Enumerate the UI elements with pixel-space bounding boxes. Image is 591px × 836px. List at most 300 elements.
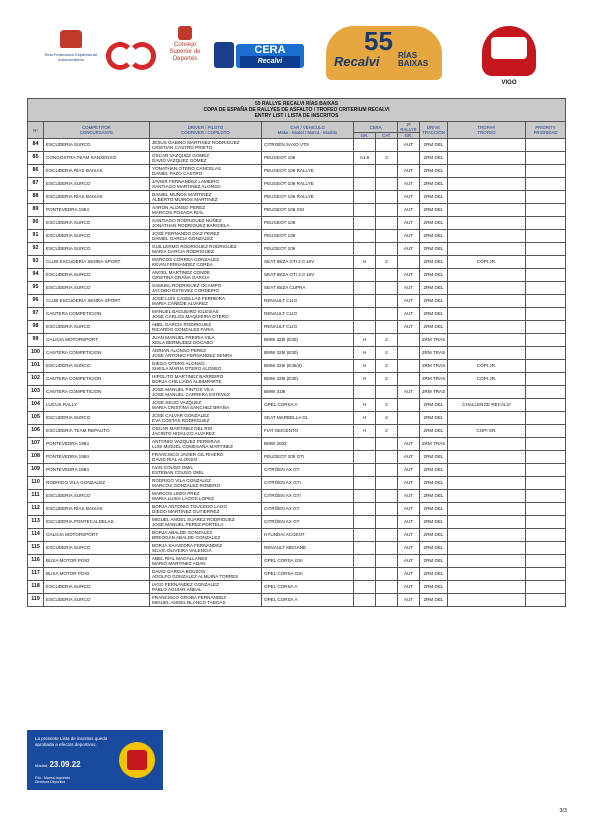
entry-trophy: CHALLENGE RECALVI [448, 399, 526, 412]
codriver-name: PABLO AGUIAR AÑEAL [152, 587, 202, 592]
entry-trophy: COPI JR. [448, 373, 526, 386]
col-cera-category: CAT. [376, 133, 398, 139]
table-row [28, 165, 566, 178]
entry-rally2-group: AUT [398, 269, 420, 282]
driver-name: FRANCISCO JAVIER GIL RIVERO [152, 451, 224, 457]
driver-name: JOSE MANUEL PINTOS VILA [152, 386, 214, 392]
codriver-name: BREOGAN ABALDE GONZALEZ [152, 535, 221, 540]
shield-icon [214, 42, 234, 68]
entry-cera-group: H [354, 360, 376, 373]
table-row [28, 269, 566, 282]
entry-drive: 2RM DEL [420, 269, 448, 282]
entry-number: 105 [28, 412, 44, 425]
entry-cera-category [376, 594, 398, 607]
table-row [28, 529, 566, 542]
page-number: 3/3 [559, 808, 567, 814]
entry-number: 111 [28, 490, 44, 503]
entry-number: 86 [28, 165, 44, 178]
consejo-logo-text: Consejo Superior de Deportes [169, 42, 201, 62]
entry-drive: 2RM DEL [420, 256, 448, 269]
entry-priority [526, 152, 566, 165]
entry-number: 108 [28, 451, 44, 464]
driver-name: RODRIGO VILA GONZALEZ [152, 477, 211, 483]
entry-car: PEUGEOT 106 XSI [262, 204, 354, 217]
table-row [28, 321, 566, 334]
codriver-name: SANTIAGO MARTINEZ ALONSO [152, 184, 221, 189]
driver-name: OSCAR MARTINEZ DEL RIO [152, 425, 213, 431]
entry-trophy [448, 334, 526, 347]
entry-cera-category [376, 516, 398, 529]
entry-drive: 2RM DEL [420, 308, 448, 321]
entry-rally2-group: AUT [398, 282, 420, 295]
entry-trophy [448, 594, 526, 607]
table-row [28, 542, 566, 555]
entry-rally2-group: AUT [398, 321, 420, 334]
approval-signature: Fdo.: Marina Izquierdo Directora Deportiva [35, 776, 71, 784]
entry-car: RENAULT CLIO [262, 308, 354, 321]
entry-rally2-group: AUT [398, 542, 420, 555]
driver-name: SANTIAGO RODRIGUEZ NUÑEZ [152, 217, 222, 223]
codriver-name: JOSÉ CARLOS MAQUIEIRA OTERO [152, 314, 229, 319]
entry-car: PEUGEOT 106 RALLYE [262, 191, 354, 204]
driver-name: DIEGO OTERO ALONSO [152, 360, 205, 366]
entry-crew [150, 464, 262, 477]
table-row [28, 256, 566, 269]
codriver-name: MARCOS POSADA RIAL [152, 210, 204, 215]
entry-cera-group [354, 386, 376, 399]
entry-priority [526, 256, 566, 269]
entry-trophy [448, 503, 526, 516]
entry-trophy [448, 321, 526, 334]
entry-cera-category [376, 308, 398, 321]
entry-cera-group [354, 139, 376, 152]
entry-rally2-group: AUT [398, 464, 420, 477]
driver-name: IAGO FERNANDEZ GONZALEZ [152, 581, 219, 587]
entry-priority [526, 282, 566, 295]
crown-icon [60, 30, 82, 48]
entry-rally2-group: AUT [398, 503, 420, 516]
entry-crew [150, 334, 262, 347]
entry-competitor: CLUB ESCUDERÍA SENRA-SPORT [44, 295, 150, 308]
table-row [28, 568, 566, 581]
entry-crew [150, 477, 262, 490]
entry-cera-category [376, 139, 398, 152]
entry-trophy [448, 139, 526, 152]
entry-drive: 2RM TRAS [420, 347, 448, 360]
entry-competitor: ESCUDERIA SURCO [44, 594, 150, 607]
entry-trophy [448, 438, 526, 451]
entry-crew [150, 269, 262, 282]
entry-priority [526, 178, 566, 191]
entry-cera-category: 2 [376, 347, 398, 360]
entry-competitor: ESCUDERIA PONTECALDELAS [44, 516, 150, 529]
approval-text: La presente Lista de inscritos queda aprobada a efectos deportivos. [35, 736, 108, 747]
table-row [28, 581, 566, 594]
entry-drive: 2RM DEL [420, 516, 448, 529]
entry-car: BMW 325I (E30) [262, 334, 354, 347]
entry-drive: 2RM DEL [420, 152, 448, 165]
entry-number: 114 [28, 529, 44, 542]
entry-competitor: ESCUDERIA RÍAS BAIXAS [44, 191, 150, 204]
driver-name: ADRIAN ALONSO PEREZ [152, 347, 207, 353]
entry-crew [150, 516, 262, 529]
col-rally2-group: GR. [398, 133, 420, 139]
entry-cera-group [354, 269, 376, 282]
championship-name: COPA DE ESPAÑA DE RALLYES DE ASFALTO / TROFEO CRITERIUM RECALVI [203, 107, 390, 113]
entry-priority [526, 555, 566, 568]
entry-drive: 2RM DEL [420, 490, 448, 503]
driver-name: JOSE FERNANDO DIAZ PEREZ [152, 230, 220, 236]
driver-name: JOSE CALVAR GONZALEZ [152, 412, 210, 418]
codriver-name: DAVID VAZQUEZ GOMEZ [152, 158, 207, 163]
entry-drive: 2RM DEL [420, 568, 448, 581]
driver-name: SAMUEL RODRIGUEZ OCAMPO [152, 282, 222, 288]
table-row [28, 516, 566, 529]
driver-name: YONATHAN OTERO CANCELAS [152, 165, 221, 171]
rally-logo [324, 20, 444, 82]
entry-number: 119 [28, 594, 44, 607]
entry-priority [526, 516, 566, 529]
entry-rally2-group [398, 347, 420, 360]
entry-trophy: COPI JR. [448, 360, 526, 373]
col-trophy: TROPHY TROFEO [448, 122, 526, 139]
entry-competitor: ESCUDERIA RÍAS BAIXAS [44, 503, 150, 516]
table-row [28, 503, 566, 516]
codriver-name: EVA COSTAS RODRIGUEZ [152, 418, 210, 423]
entry-car: BMW 325I (E30) [262, 347, 354, 360]
codriver-name: LUIS MIGUEL COMESAÑA MARTINEZ [152, 444, 233, 449]
driver-name: DANIEL MUÑOS MARTINEZ [152, 191, 212, 197]
entry-list-document [27, 98, 565, 607]
entry-cera-category [376, 295, 398, 308]
codriver-name: XEILA BERMUDEZ DOCABO [152, 340, 214, 345]
entry-cera-group [354, 594, 376, 607]
entry-rally2-group: AUT [398, 295, 420, 308]
table-row [28, 451, 566, 464]
entry-number: 112 [28, 503, 44, 516]
entry-cera-category [376, 477, 398, 490]
entry-trophy [448, 568, 526, 581]
approval-date: Madrid, 23.09.22 [35, 760, 81, 769]
entry-drive: 2RM DEL [420, 321, 448, 334]
entry-crew [150, 360, 262, 373]
entry-car: PEUGEOT 106 [262, 243, 354, 256]
entry-rally2-group: AUT [398, 516, 420, 529]
entry-car: RENAULT MEGANE [262, 542, 354, 555]
entry-drive: 2RM DEL [420, 555, 448, 568]
entry-cera-category [376, 282, 398, 295]
driver-name: MANUEL BAGUEIRO IGLESIAS [152, 308, 219, 314]
driver-name: BORJA SAAVEDRA FERNANDEZ [152, 542, 223, 548]
entry-drive: 2RM DEL [420, 295, 448, 308]
entry-competitor: CANTERA COMPETICION [44, 386, 150, 399]
event-name: 55 RALLYE RECALVI RÍAS BAIXAS [254, 101, 339, 107]
table-row [28, 295, 566, 308]
entry-car: HYUNDAI ACCENT [262, 529, 354, 542]
cera-sponsor-text: Recalvi [240, 56, 300, 68]
entry-priority [526, 295, 566, 308]
table-row [28, 490, 566, 503]
entry-cera-category [376, 503, 398, 516]
entry-drive: 2RM DEL [420, 477, 448, 490]
codriver-name: DANIEL PAZO CASTRO [152, 171, 203, 176]
entry-car: SEAT IBIZA GTI 2.0 16V [262, 269, 354, 282]
table-row [28, 412, 566, 425]
codriver-name: ADOLFO GONZALEZ ALMUIÑA TORRES [152, 574, 239, 579]
entry-competitor: PONTEVEDRA 1984 [44, 438, 150, 451]
entry-cera-category [376, 191, 398, 204]
table-row [28, 282, 566, 295]
entry-number: 93 [28, 256, 44, 269]
entry-competitor: ESCUDERIA SURCO [44, 581, 150, 594]
entry-trophy [448, 555, 526, 568]
entry-rally2-group: AUT [398, 568, 420, 581]
entry-rally2-group [398, 256, 420, 269]
entry-competitor: CANTERA COMPETICION [44, 308, 150, 321]
codriver-name: CRISTIAN CASTRO PRIETO [152, 145, 213, 150]
entry-car: OPEL CORSA A [262, 581, 354, 594]
entry-drive: 2RM TRAS [420, 360, 448, 373]
entry-cera-category [376, 581, 398, 594]
entry-number: 88 [28, 191, 44, 204]
entry-trophy [448, 243, 526, 256]
entry-crew [150, 204, 262, 217]
entry-rally2-group [398, 399, 420, 412]
entry-trophy [448, 230, 526, 243]
entry-priority [526, 399, 566, 412]
entry-cera-group [354, 568, 376, 581]
entry-drive: 2RM DEL [420, 165, 448, 178]
codriver-name: SILVIA OLIVEIRA VALENCIA [152, 548, 212, 553]
entry-drive: 2RM DEL [420, 399, 448, 412]
entry-crew [150, 581, 262, 594]
driver-name: FRANCISCO GROBA FERNANDEZ [152, 594, 227, 600]
entry-cera-category: 2 [376, 360, 398, 373]
entry-competitor: ESCUDERIA SURCO [44, 321, 150, 334]
crown-icon [178, 26, 192, 40]
entry-trophy [448, 152, 526, 165]
entry-rally2-group: AUT [398, 178, 420, 191]
entry-drive: 2RM TRAS [420, 438, 448, 451]
entry-crew [150, 490, 262, 503]
entry-car: BMW 2002 [262, 438, 354, 451]
entry-trophy [448, 477, 526, 490]
entry-number: 102 [28, 373, 44, 386]
list-type: ENTRY LIST / LISTA DE INSCRITOS [254, 113, 339, 119]
escuderia-logo [478, 22, 540, 86]
entry-crew [150, 568, 262, 581]
entry-crew [150, 295, 262, 308]
csd-logo [106, 38, 156, 66]
codriver-name: MARIA CRISTINA SANCHEZ BRAÑA [152, 405, 230, 410]
entry-priority [526, 464, 566, 477]
entry-competitor: ESCUDERIA SURCO [44, 230, 150, 243]
table-row [28, 555, 566, 568]
entry-priority [526, 451, 566, 464]
entry-drive: 2RM DEL [420, 581, 448, 594]
entry-cera-category [376, 269, 398, 282]
driver-name: JUAN MANUEL FREIRIA VILA [152, 334, 215, 340]
entry-crew [150, 152, 262, 165]
entry-rows [28, 139, 566, 607]
col-drive: DRIVE TRACCIÓN [420, 122, 448, 139]
table-row [28, 204, 566, 217]
consejo-superior-logo [162, 26, 208, 63]
entry-cera-group [354, 178, 376, 191]
entry-competitor: ESCUDERIA SURCO [44, 412, 150, 425]
entry-drive: 2RM DEL [420, 282, 448, 295]
entry-trophy: COPI JR. [448, 256, 526, 269]
entry-competitor: GALICIA MOTORSPORT [44, 334, 150, 347]
entry-cera-group: H [354, 373, 376, 386]
rfeda-logo [42, 30, 100, 62]
entry-cera-group [354, 308, 376, 321]
entry-cera-group [354, 438, 376, 451]
driver-name: MARCOS CORREA GONZALEZ [152, 256, 219, 262]
entry-drive: 2RM DEL [420, 178, 448, 191]
entry-competitor: ESCUDERIA SURCO [44, 269, 150, 282]
entry-competitor: CANTERA COMPETICION [44, 373, 150, 386]
driver-name: JOSE SEIJO VAZQUEZ [152, 399, 202, 405]
entry-number: 109 [28, 464, 44, 477]
driver-name: HIPOLITO MARTINEZ BARREIRO [152, 373, 224, 379]
entry-priority [526, 529, 566, 542]
table-row [28, 178, 566, 191]
entry-competitor: CLUB ESCUDERÍA SENRA-SPORT [44, 256, 150, 269]
entry-crew [150, 347, 262, 360]
escuderia-logo-city: VIGO [501, 80, 517, 86]
entry-crew [150, 503, 262, 516]
entry-priority [526, 386, 566, 399]
entry-crew [150, 386, 262, 399]
entry-cera-category [376, 568, 398, 581]
entry-number: 91 [28, 230, 44, 243]
codriver-name: JOSE ANTONIO FERNANDEZ SENRA [152, 353, 233, 358]
table-row [28, 334, 566, 347]
rfeda-seal-icon [119, 742, 155, 778]
table-row [28, 594, 566, 607]
entry-drive: 2RM DEL [420, 503, 448, 516]
entry-rally2-group [398, 412, 420, 425]
table-row [28, 191, 566, 204]
entry-drive: 2RM DEL [420, 412, 448, 425]
codriver-name: KEVIN FERNANDEZ COREA [152, 262, 213, 267]
entry-trophy [448, 516, 526, 529]
entry-cera-category [376, 230, 398, 243]
entry-number: 90 [28, 217, 44, 230]
entry-number: 106 [28, 425, 44, 438]
entry-cera-group [354, 555, 376, 568]
entry-drive: 2RM DEL [420, 230, 448, 243]
rally-logo-number: 55 [364, 26, 393, 56]
entry-cera-category: 2 [376, 399, 398, 412]
codriver-name: RICARDO GONZALEZ FARIA [152, 327, 214, 332]
codriver-name: MARIA LUISA LAGOS LOPEZ [152, 496, 215, 501]
driver-name: ANGEL MARTINEZ CONDE [152, 269, 210, 275]
entry-rally2-group: AUT [398, 490, 420, 503]
codriver-name: JACINTO HIDALGO ALVAREZ [152, 431, 215, 436]
driver-name: JAVIER FERNANDEZ LAMEIRO [152, 178, 220, 184]
entry-priority [526, 308, 566, 321]
entry-trophy [448, 412, 526, 425]
entry-rally2-group: AUT [398, 529, 420, 542]
codriver-name: DAVID RIAL ALONSO [152, 457, 198, 462]
codriver-name: JONATHAN RODRIGUEZ BARGIELA [152, 223, 230, 228]
entry-competitor: BUXA MOTOR POIO [44, 568, 150, 581]
entry-car: PEUGEOT 205 GTI [262, 451, 354, 464]
entry-priority [526, 490, 566, 503]
entry-priority [526, 191, 566, 204]
entry-competitor: BUXA MOTOR POIO [44, 555, 150, 568]
entry-drive: 2RM DEL [420, 217, 448, 230]
entry-priority [526, 230, 566, 243]
entry-priority [526, 334, 566, 347]
entry-drive: 2RM DEL [420, 542, 448, 555]
entry-competitor: ESCUDERIA SURCO [44, 542, 150, 555]
codriver-name: ALBERTO MUINOS MARTINEZ [152, 197, 218, 202]
entry-number: 104 [28, 399, 44, 412]
entry-priority [526, 594, 566, 607]
entry-trophy [448, 490, 526, 503]
entry-cera-group: A1.6 [354, 152, 376, 165]
entry-cera-group: H [354, 334, 376, 347]
entry-priority [526, 568, 566, 581]
entry-competitor: ESCUDERIA RÍAS BAIXAS [44, 165, 150, 178]
driver-name: BORJA ABALDE GONZALEZ [152, 529, 213, 535]
entry-trophy [448, 295, 526, 308]
entry-drive: 2RM DEL [420, 425, 448, 438]
codriver-name: MIGUEL ANGEL BLANCO TABOAS [152, 600, 226, 605]
logo-bar [0, 18, 591, 88]
driver-name: DAVID GARCIA BOUZOS [152, 568, 206, 574]
entry-drive: 2RM TRAS [420, 334, 448, 347]
entry-rally2-group: AUT [398, 308, 420, 321]
entry-rally2-group: AUT [398, 555, 420, 568]
table-row [28, 386, 566, 399]
entry-number: 89 [28, 204, 44, 217]
entry-crew [150, 308, 262, 321]
entry-car: FIAT SEICENTO [262, 425, 354, 438]
entry-crew [150, 243, 262, 256]
entry-cera-group [354, 542, 376, 555]
entry-cera-category [376, 217, 398, 230]
entry-crew [150, 165, 262, 178]
entry-car: BMW 318I [262, 386, 354, 399]
list-title [28, 99, 566, 122]
table-row [28, 477, 566, 490]
rally-logo-name: Recalvi [334, 54, 380, 69]
entry-cera-group [354, 321, 376, 334]
entry-priority [526, 321, 566, 334]
entry-cera-category: 2 [376, 412, 398, 425]
entry-cera-group [354, 503, 376, 516]
entry-number: 100 [28, 347, 44, 360]
entry-priority [526, 217, 566, 230]
codriver-name: MARCOS GONZALEZ ROMERO [152, 483, 221, 488]
entry-car: RENAULT CLIO [262, 295, 354, 308]
table-row [28, 464, 566, 477]
entry-trophy [448, 529, 526, 542]
entry-trophy [448, 217, 526, 230]
codriver-name: JOSE MANUEL CARRERA ESTEVEZ [152, 392, 230, 397]
entry-cera-category: 3 [376, 152, 398, 165]
entry-cera-group [354, 191, 376, 204]
entry-cera-group [354, 490, 376, 503]
entry-crew [150, 594, 262, 607]
codriver-name: MARIA CAÑEDE ALVAREZ [152, 301, 208, 306]
entry-cera-group [354, 581, 376, 594]
approval-stamp [27, 730, 163, 790]
